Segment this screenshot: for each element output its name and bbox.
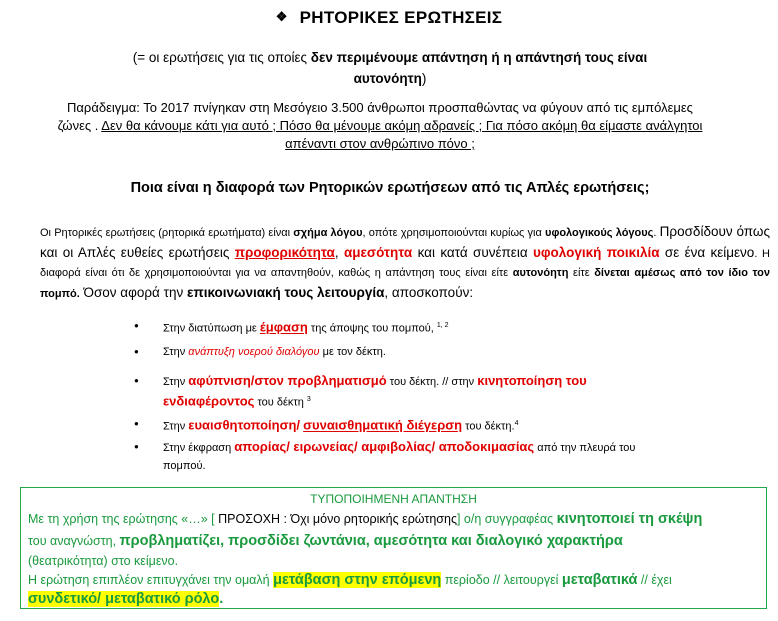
para-bold: δίνεται αμέσως από τον ίδιο τον πομπό.: [40, 267, 770, 300]
list-item: [150, 316, 670, 342]
box-line-2: [28, 533, 623, 549]
item-text: Στην: [163, 420, 189, 433]
box-line-4: [28, 572, 672, 588]
item-text: της άποψης του πομπού,: [307, 322, 437, 335]
item-text: του δέκτη: [254, 396, 307, 409]
main-paragraph: [40, 222, 770, 304]
diamond-bullet-icon: ❖: [275, 9, 288, 24]
para-text: ,: [334, 245, 344, 260]
para-text: Προσδίδουν όπως και οι Απλές ευθείες ερωτήσεις: [40, 224, 770, 260]
box-line-3: [28, 554, 178, 568]
purpose-list: [150, 316, 670, 475]
para-bold: υφολογικούς λόγους: [545, 227, 654, 239]
para-bold: σχήμα λόγου: [293, 227, 363, 239]
example-paragraph: [50, 99, 710, 153]
item-text: από την πλευρά του πομπού.: [163, 442, 636, 472]
item-emphasis: ανάπτυξη νοερού διαλόγου: [188, 346, 320, 358]
para-text: , αποσκοπούν:: [384, 285, 474, 300]
list-item: [150, 414, 670, 438]
para-text: Όσον αφορά την: [79, 285, 187, 300]
box-text: // έχει: [637, 573, 672, 587]
para-text: και κατά συνέπεια: [412, 245, 533, 260]
box-highlight: συνδετικό/ μεταβατικό ρόλο: [28, 591, 220, 607]
box-text: περίοδο // λειτουργεί: [441, 573, 562, 587]
item-emphasis: έμφαση: [259, 319, 308, 335]
definition-bold: δεν περιμένουμε απάντηση ή η απάντησή τους είναι αυτονόητη: [310, 50, 648, 86]
para-red: υφολογική ποικιλία: [532, 245, 660, 260]
box-text: ] ο/η συγγραφέας: [456, 512, 557, 526]
para-text: Οι Ρητορικές ερωτήσεις (ρητορικά ερωτήματα) είναι: [40, 227, 294, 239]
box-text: (θεατρικότητα) στο κείμενο.: [28, 554, 179, 568]
box-bold: προβληματίζει, προσδίδει ζωντάνια, αμεσότητα και διαλογικό χαρακτήρα: [119, 533, 623, 549]
box-bold: μεταβατικά: [561, 572, 638, 588]
definition-prefix: (= οι ερωτήσεις για τις οποίες: [132, 50, 311, 65]
item-emphasis: αφύπνιση/στον προβληματισμό: [188, 373, 387, 388]
para-text: είτε: [568, 267, 595, 279]
item-emphasis: ευαισθητοποίηση/: [188, 417, 301, 433]
para-red: προφορικότητα: [234, 245, 335, 260]
item-emphasis: κινητοποίηση του ενδιαφέροντος: [163, 373, 587, 409]
example-intro: Παράδειγμα: Το 2017 πνίγηκαν στη Μεσόγειο 3.500 άνθρωποι προσπαθώντας να φύγουν από τις εμπόλεμες ζώνες .: [57, 100, 693, 133]
box-highlight: μετάβαση στην επόμενη: [273, 572, 442, 588]
definition-suffix: ): [421, 71, 427, 86]
box-line-1: [28, 511, 702, 527]
para-bold: αυτονόητη: [512, 267, 569, 279]
item-text: Στην: [163, 376, 189, 388]
list-item: [150, 438, 670, 475]
para-text: σε ένα κείμενο: [659, 245, 755, 260]
item-text: του δέκτη. // στην: [386, 376, 478, 388]
box-text: Με τη χρήση της ερώτησης «…» [: [28, 512, 219, 526]
item-text: Στην: [163, 346, 189, 358]
item-text: του δέκτη.: [462, 420, 515, 433]
para-red: αμεσότητα: [343, 245, 413, 260]
definition: [100, 47, 680, 89]
box-title: ΤΥΠΟΠΟΙΗΜΕΝΗ ΑΠΑΝΤΗΣΗ: [310, 492, 477, 506]
item-emphasis: συναισθηματική διέγερση: [303, 417, 463, 433]
item-text: Στην έκφραση: [163, 442, 235, 454]
list-item: [150, 342, 670, 366]
para-text: , οπότε χρησιμοποιούνται κυρίως για: [362, 227, 546, 239]
page-title: [0, 8, 778, 28]
footnote-ref: 3: [306, 396, 311, 403]
box-bold: κινητοποιεί τη σκέψη: [556, 511, 703, 527]
list-item: [150, 372, 670, 414]
box-text: .: [219, 591, 224, 607]
item-emphasis: απορίας/ ειρωνείας/ αμφιβολίας/ αποδοκιμασίας: [234, 439, 535, 454]
box-line-5: [28, 591, 223, 607]
section-heading: Ποια είναι η διαφορά των Ρητορικών ερωτήσεων από τις Απλές ερωτήσεις;: [130, 180, 650, 196]
box-text: του αναγνώστη,: [28, 534, 120, 548]
box-text: Η ερώτηση επιπλέον επιτυγχάνει την ομαλή: [28, 573, 274, 587]
para-text: . Η διαφορά είναι ότι δε χρησιμοποιούνται για να απαντηθούν, καθώς η απάντηση τους είναι είτε: [40, 248, 770, 279]
example-questions: Δεν θα κάνουμε κάτι για αυτό ; Πόσο θα μένουμε ακόμη αδρανείς ; Για πόσο ακόμη θα είμαστε ανάλγητοι απέναντι στον ανθρώπινο πόνο ;: [101, 118, 703, 151]
item-text: με τον δέκτη.: [319, 346, 386, 358]
footnote-ref: 4: [514, 420, 519, 427]
footnote-ref: 1, 2: [436, 322, 449, 329]
para-bold: επικοινωνιακή τους λειτουργία: [186, 285, 385, 300]
box-note: ΠΡΟΣΟΧΗ : Όχι μόνο ρητορικής ερώτησης: [218, 512, 457, 526]
para-text: .: [653, 227, 660, 239]
title-text: ΡΗΤΟΡΙΚΕΣ ΕΡΩΤΗΣΕΙΣ: [299, 8, 503, 27]
item-text: Στην διατύπωση με: [163, 322, 260, 335]
